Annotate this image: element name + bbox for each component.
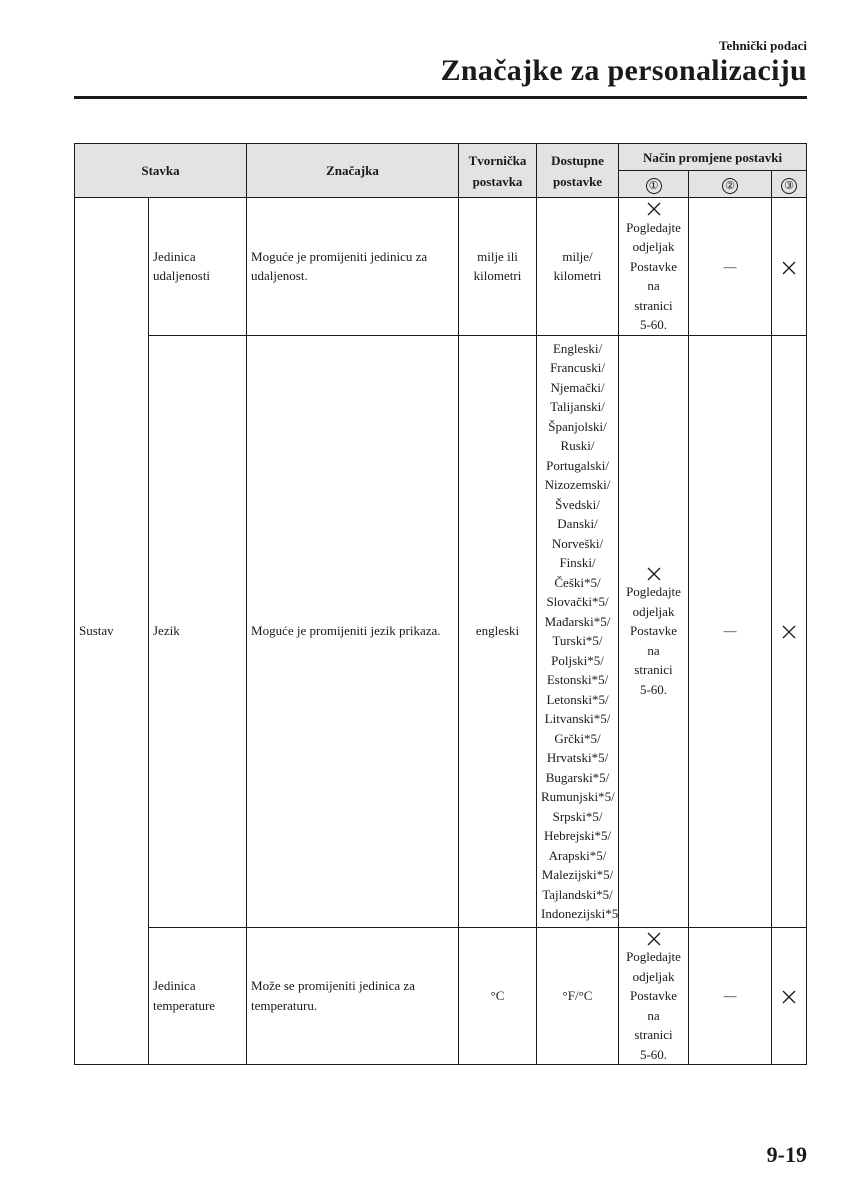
note-line: Pogledajte xyxy=(626,584,681,600)
language-option: Tajlandski*5/ xyxy=(542,886,613,902)
cross-icon xyxy=(647,202,661,216)
language-option: Hebrejski*5/ xyxy=(543,828,612,843)
note-line: Pogledajte xyxy=(626,219,681,235)
header-change-method: Način promjene postavki xyxy=(619,144,807,171)
language-option: Grčki*5/ xyxy=(554,730,601,746)
language-option: Indonezijski*5 xyxy=(541,906,619,921)
method-2-number: ② xyxy=(722,178,738,194)
note-line: stranici xyxy=(634,1027,673,1042)
group-cell: Sustav xyxy=(75,198,149,1065)
language-option: Poljski*5/ xyxy=(551,652,604,668)
note-line: 5-60. xyxy=(639,681,668,697)
page-title: Značajke za personalizaciju xyxy=(440,54,807,87)
row-available xyxy=(537,335,619,927)
table-row xyxy=(75,198,807,336)
language-list xyxy=(541,339,619,924)
row-method-1 xyxy=(619,198,689,336)
language-option: Slovački*5/ xyxy=(546,594,609,609)
language-option: Turski*5/ xyxy=(552,633,603,648)
note-line: stranici xyxy=(634,297,673,313)
language-option: Nizozemski/ xyxy=(544,477,611,492)
header-default: Tvornička postavka xyxy=(459,144,537,198)
row-available: milje/ kilometri xyxy=(537,198,619,336)
row-method-2 xyxy=(689,927,772,1065)
language-option: Ruski/ xyxy=(560,438,595,453)
row-default: engleski xyxy=(459,335,537,927)
language-option: Mađarski*5/ xyxy=(544,613,611,629)
language-option: Norveški/ xyxy=(551,535,604,551)
method-3-number: ③ xyxy=(781,178,797,194)
note-line: Postavke na xyxy=(630,988,677,1023)
note-line: stranici xyxy=(634,662,673,678)
language-option: Portugalski/ xyxy=(546,457,609,473)
language-option: Engleski/ xyxy=(552,340,603,356)
header-method-1 xyxy=(619,171,689,198)
note-line: 5-60. xyxy=(639,317,668,332)
row-method-2 xyxy=(689,198,772,336)
row-name: Jedinica temperature xyxy=(149,927,247,1065)
table-row xyxy=(75,335,807,927)
language-option: Njemački/ xyxy=(550,379,605,395)
note-line: Postavke na xyxy=(630,623,677,658)
page-number: 9-19 xyxy=(766,1142,807,1167)
row-method-3 xyxy=(772,198,807,336)
language-option: Danski/ xyxy=(557,516,598,531)
title-rule xyxy=(74,96,807,99)
note-line: odjeljak xyxy=(632,603,675,619)
header-item: Stavka xyxy=(75,144,247,198)
method-1-number: ① xyxy=(646,178,662,194)
language-option: Estonski*5/ xyxy=(546,672,609,687)
row-feature: Moguće je promijeniti jezik prikaza. xyxy=(247,335,459,927)
row-feature: Može se promijeniti jedinica za temperaturu. xyxy=(247,927,459,1065)
row-method-3 xyxy=(772,335,807,927)
dash-mark: — xyxy=(723,623,737,639)
language-option: Češki*5/ xyxy=(554,574,601,590)
section-label: Tehnički podaci xyxy=(718,38,807,53)
language-option: Finski/ xyxy=(559,555,596,570)
language-option: Malezijski*5/ xyxy=(541,867,614,882)
header-method-3 xyxy=(772,171,807,198)
header-available: Dostupne postavke xyxy=(537,144,619,198)
note-line: odjeljak xyxy=(632,968,675,984)
row-name: Jedinica udaljenosti xyxy=(149,198,247,336)
note-line: 5-60. xyxy=(639,1046,668,1062)
row-default: °C xyxy=(459,927,537,1065)
row-method-3 xyxy=(772,927,807,1065)
row-method-2 xyxy=(689,335,772,927)
language-option: Litvanski*5/ xyxy=(544,711,611,726)
note-line: Postavke na xyxy=(630,258,677,293)
cross-icon xyxy=(647,932,661,946)
settings-table xyxy=(74,143,807,1065)
row-default: milje ili kilometri xyxy=(459,198,537,336)
language-option: Švedski/ xyxy=(555,496,600,512)
language-option: Francuski/ xyxy=(550,360,605,375)
row-available: °F/°C xyxy=(537,927,619,1065)
language-option: Bugarski*5/ xyxy=(545,769,610,785)
language-option: Talijanski/ xyxy=(550,399,605,414)
note-line: Pogledajte xyxy=(626,949,681,964)
note-line: odjeljak xyxy=(632,239,675,254)
header-method-2 xyxy=(689,171,772,198)
dash-mark: — xyxy=(723,258,737,274)
row-method-1 xyxy=(619,335,689,927)
cross-icon xyxy=(782,261,796,275)
row-name: Jezik xyxy=(149,335,247,927)
cross-icon xyxy=(647,567,661,581)
row-method-1 xyxy=(619,927,689,1065)
cross-icon xyxy=(782,990,796,1004)
dash-mark: — xyxy=(723,988,737,1003)
language-option: Rumunjski*5/ xyxy=(541,789,615,804)
language-option: Letonski*5/ xyxy=(546,691,609,707)
language-option: Srpski*5/ xyxy=(552,808,603,824)
language-option: Hrvatski*5/ xyxy=(546,750,609,765)
header-feature: Značajka xyxy=(247,144,459,198)
language-option: Arapski*5/ xyxy=(548,847,607,863)
row-feature: Moguće je promijeniti jedinicu za udaljenost. xyxy=(247,198,459,336)
table-row xyxy=(75,927,807,1065)
language-option: Španjolski/ xyxy=(548,418,607,434)
cross-icon xyxy=(782,625,796,639)
